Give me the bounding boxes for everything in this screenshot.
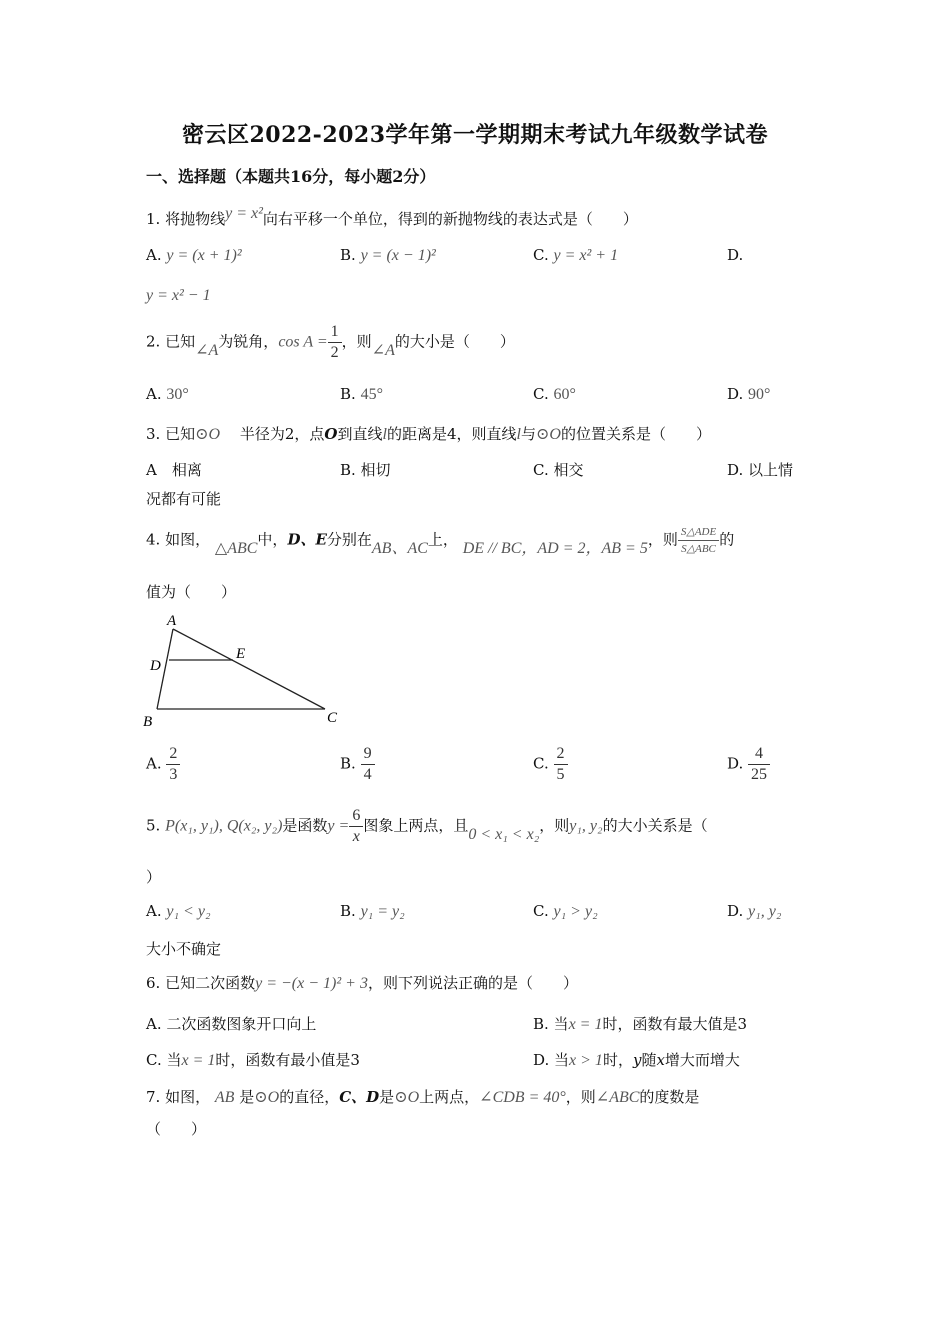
q3-option-c: C. 相交: [533, 461, 584, 479]
q1-option-a: A. y = (x + 1)²: [146, 246, 242, 264]
q1-option-d: D.: [727, 246, 744, 264]
question-7: 7. 如图， AB 是⊙O的直径，C、D是⊙O上两点，∠CDB = 40°，则∠ABC的度数是: [146, 1088, 700, 1106]
q4-option-a: A. $\frac{2}{3}$: [146, 744, 180, 785]
question-2: 2. 已知∠A为锐角，cos A = $\frac{1}{2}$ ，则∠A的大小是（ ）: [146, 323, 515, 361]
q3-option-d: D. 以上情: [727, 461, 794, 479]
q4-option-d: D. $\frac{4}{25}$: [727, 744, 770, 785]
q1-option-d-expr: y = x² − 1: [146, 287, 211, 304]
question-6: 6. 已知二次函数y = −(x − 1)² + 3，则下列说法正确的是（ ）: [146, 974, 578, 992]
q3-option-d-cont: 况都有可能: [146, 490, 222, 508]
q5-option-d-cont: 大小不确定: [146, 940, 222, 958]
label-b: B: [143, 714, 153, 730]
q6-option-b: B. 当x = 1时，函数有最大值是3: [533, 1015, 748, 1033]
question-4-cont: 值为（ ）: [146, 583, 237, 601]
q6-option-a: A. 二次函数图象开口向上: [146, 1015, 317, 1033]
q2-option-b: B. 45°: [340, 385, 383, 403]
question-3: 3. 已知⊙O 半径为2，点O到直线l的距离是4，则直线l与⊙O的位置关系是（ ）: [146, 425, 711, 443]
q6-option-d: D. 当x > 1时，y随x增大而增大: [533, 1051, 740, 1069]
label-a: A: [167, 613, 177, 629]
q4-option-c: C. $\frac{2}{5}$: [533, 744, 568, 785]
question-7-cont: （ ）: [146, 1120, 207, 1138]
question-4: 4. 如图， △ABC中，D、E分别在AB、AC上， DE // BC，AD = 2，AB = 5，则 $\frac{\text{S△ADE}}{\text{S△ABC}}$ 的: [146, 526, 735, 557]
q5-option-b: B. y₁ = y₂: [340, 902, 405, 920]
q3-option-b: B. 相切: [340, 461, 391, 479]
q6-option-c: C. 当x = 1时，函数有最小值是3: [146, 1051, 360, 1069]
question-5: 5. P(x₁, y₁), Q(x₂, y₂)是函数y = $\frac{6}{x}$ 图象上两点，且0 < x₁ < x₂，则y₁, y₂的大小关系是（: [146, 807, 708, 845]
side-ac: [173, 629, 325, 709]
q5-option-a: A. y₁ < y₂: [146, 902, 211, 920]
label-c: C: [327, 710, 338, 726]
q5-option-c: C. y₁ > y₂: [533, 902, 598, 920]
q4-option-b: B. $\frac{9}{4}$: [340, 744, 375, 785]
q2-option-d: D. 90°: [727, 385, 771, 403]
q2-option-c: C. 60°: [533, 385, 576, 403]
q2-option-a: A. 30°: [146, 385, 189, 403]
label-e: E: [236, 646, 246, 662]
fraction: $\frac{1}{2}$: [328, 322, 342, 363]
q1-option-c: C. y = x² + 1: [533, 246, 619, 264]
q3-option-a: A 相离: [146, 461, 202, 479]
q1-option-b: B. y = (x − 1)²: [340, 246, 436, 264]
area-ratio: $\frac{\text{S△ADE}}{\text{S△ABC}}$: [678, 524, 719, 557]
section-heading: 一、选择题（本题共16分，每小题2分）: [146, 167, 436, 186]
triangle-figure: [140, 608, 350, 730]
question-5-cont: ）: [146, 868, 162, 886]
label-d: D: [150, 658, 161, 674]
q5-option-d: D. y₁, y₂: [727, 902, 782, 920]
question-1: 1. 将抛物线y = x²向右平移一个单位，得到的新抛物线的表达式是（ ）: [146, 205, 638, 228]
page-title: 密云区2022-2023学年第一学期期末考试九年级数学试卷: [181, 122, 769, 148]
